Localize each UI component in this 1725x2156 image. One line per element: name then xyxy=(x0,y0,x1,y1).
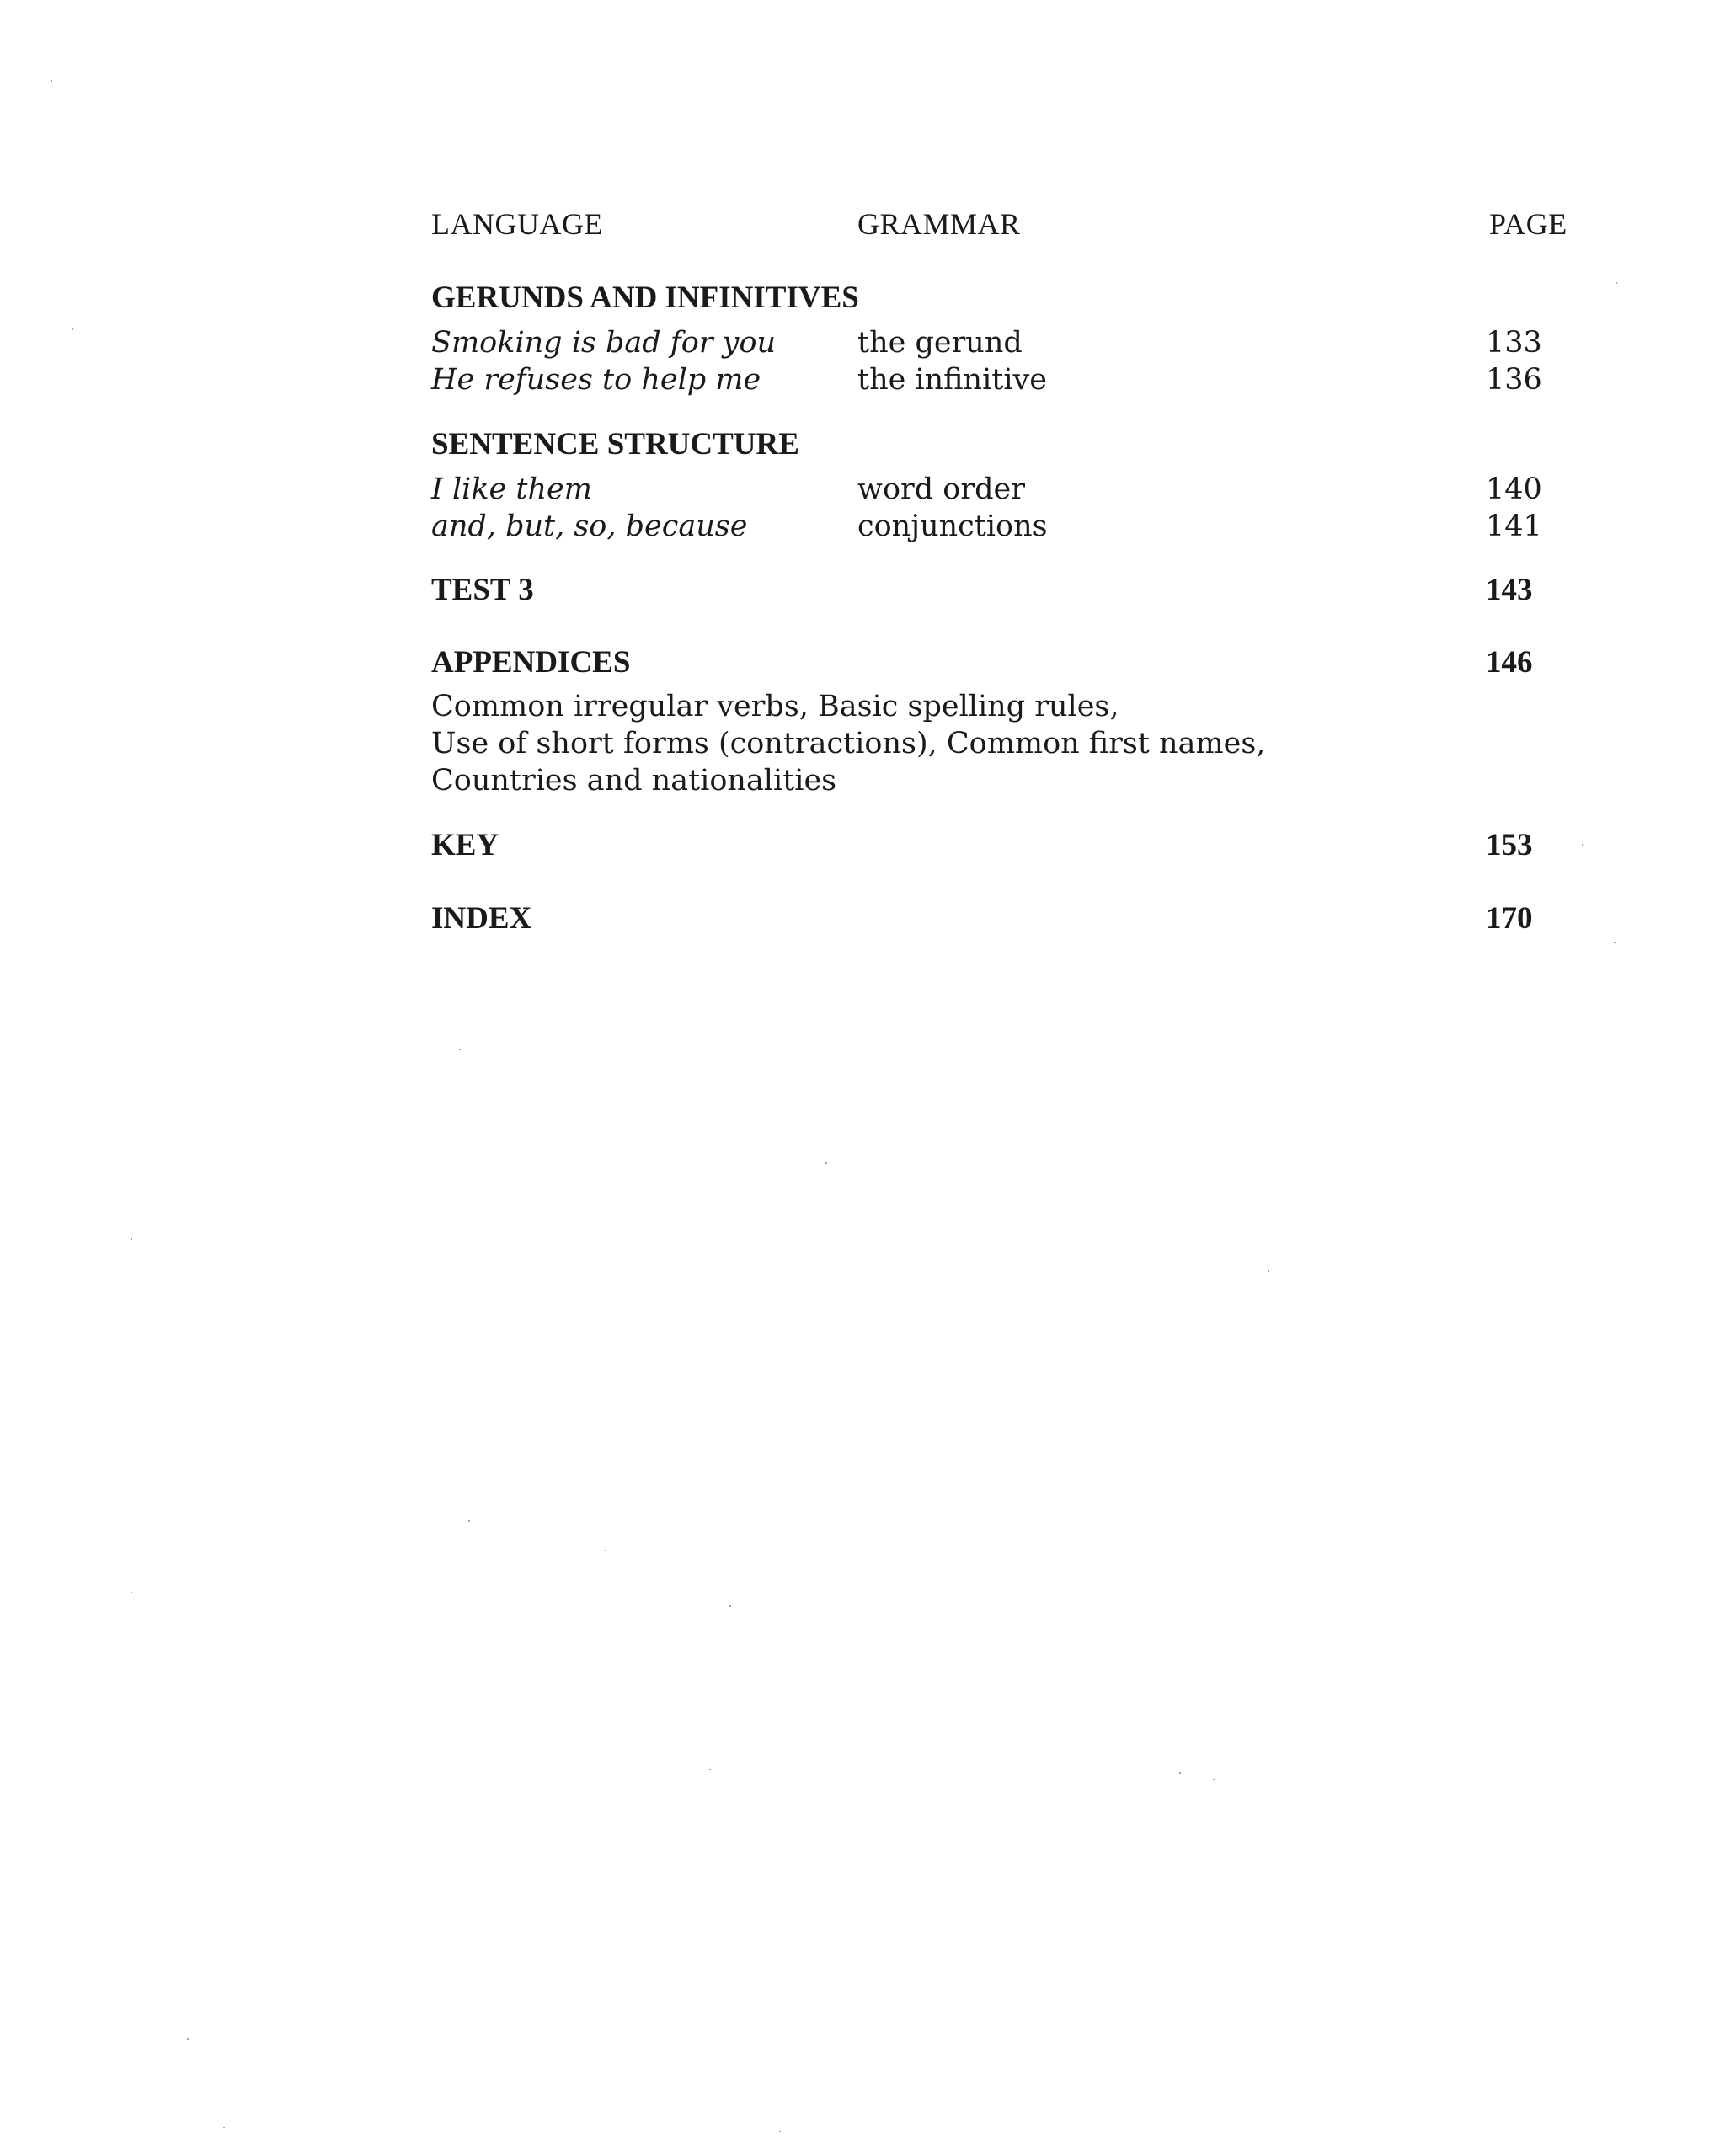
section-title: SENTENCE STRUCTURE xyxy=(431,427,799,462)
scan-speck xyxy=(709,1769,711,1770)
section-page: 170 xyxy=(1486,901,1533,936)
section-page: 146 xyxy=(1486,645,1533,680)
entry-grammar: word order xyxy=(857,472,1025,506)
entry-language: I like them xyxy=(431,472,592,506)
scan-speck xyxy=(468,1520,470,1522)
scan-speck xyxy=(1616,282,1617,284)
section-title: GERUNDS AND INFINITIVES xyxy=(431,280,859,315)
section-title: INDEX xyxy=(431,901,532,936)
header-grammar: GRAMMAR xyxy=(857,207,1021,241)
entry-page: 140 xyxy=(1486,472,1542,506)
scan-speck xyxy=(72,328,73,330)
scan-speck xyxy=(1179,1772,1181,1774)
scan-speck xyxy=(223,2127,225,2128)
section-page: 143 xyxy=(1486,573,1533,607)
scan-speck xyxy=(1213,1779,1215,1780)
description-text: Use of short forms (contractions), Common first names, xyxy=(431,727,1266,760)
description-text: Common irregular verbs, Basic spelling rules, xyxy=(431,690,1119,723)
scan-speck xyxy=(459,1049,461,1050)
section-title: KEY xyxy=(431,828,499,862)
header-language: LANGUAGE xyxy=(431,207,603,241)
scan-speck xyxy=(1582,844,1583,846)
scan-speck xyxy=(187,2038,189,2040)
entry-page: 141 xyxy=(1486,510,1542,543)
scan-speck xyxy=(1268,1270,1269,1272)
section-title: TEST 3 xyxy=(431,573,534,607)
entry-page: 133 xyxy=(1486,326,1542,360)
scan-speck xyxy=(1614,942,1616,943)
entry-grammar: the infinitive xyxy=(857,363,1048,397)
entry-page: 136 xyxy=(1486,363,1542,397)
entry-language: He refuses to help me xyxy=(431,363,761,397)
entry-grammar: conjunctions xyxy=(857,510,1048,543)
entry-language: Smoking is bad for you xyxy=(431,326,777,360)
section-title: APPENDICES xyxy=(431,645,631,680)
header-page: PAGE xyxy=(1489,207,1567,241)
scan-speck xyxy=(131,1592,132,1593)
description-text: Countries and nationalities xyxy=(431,764,837,798)
entry-language: and, but, so, because xyxy=(431,510,748,543)
section-page: 153 xyxy=(1486,828,1533,862)
scan-speck xyxy=(605,1550,606,1551)
scan-speck xyxy=(729,1605,731,1607)
entry-grammar: the gerund xyxy=(857,326,1023,360)
scan-speck xyxy=(779,2131,781,2132)
scan-speck xyxy=(131,1238,132,1240)
scan-speck xyxy=(51,80,52,82)
scan-speck xyxy=(825,1162,827,1164)
